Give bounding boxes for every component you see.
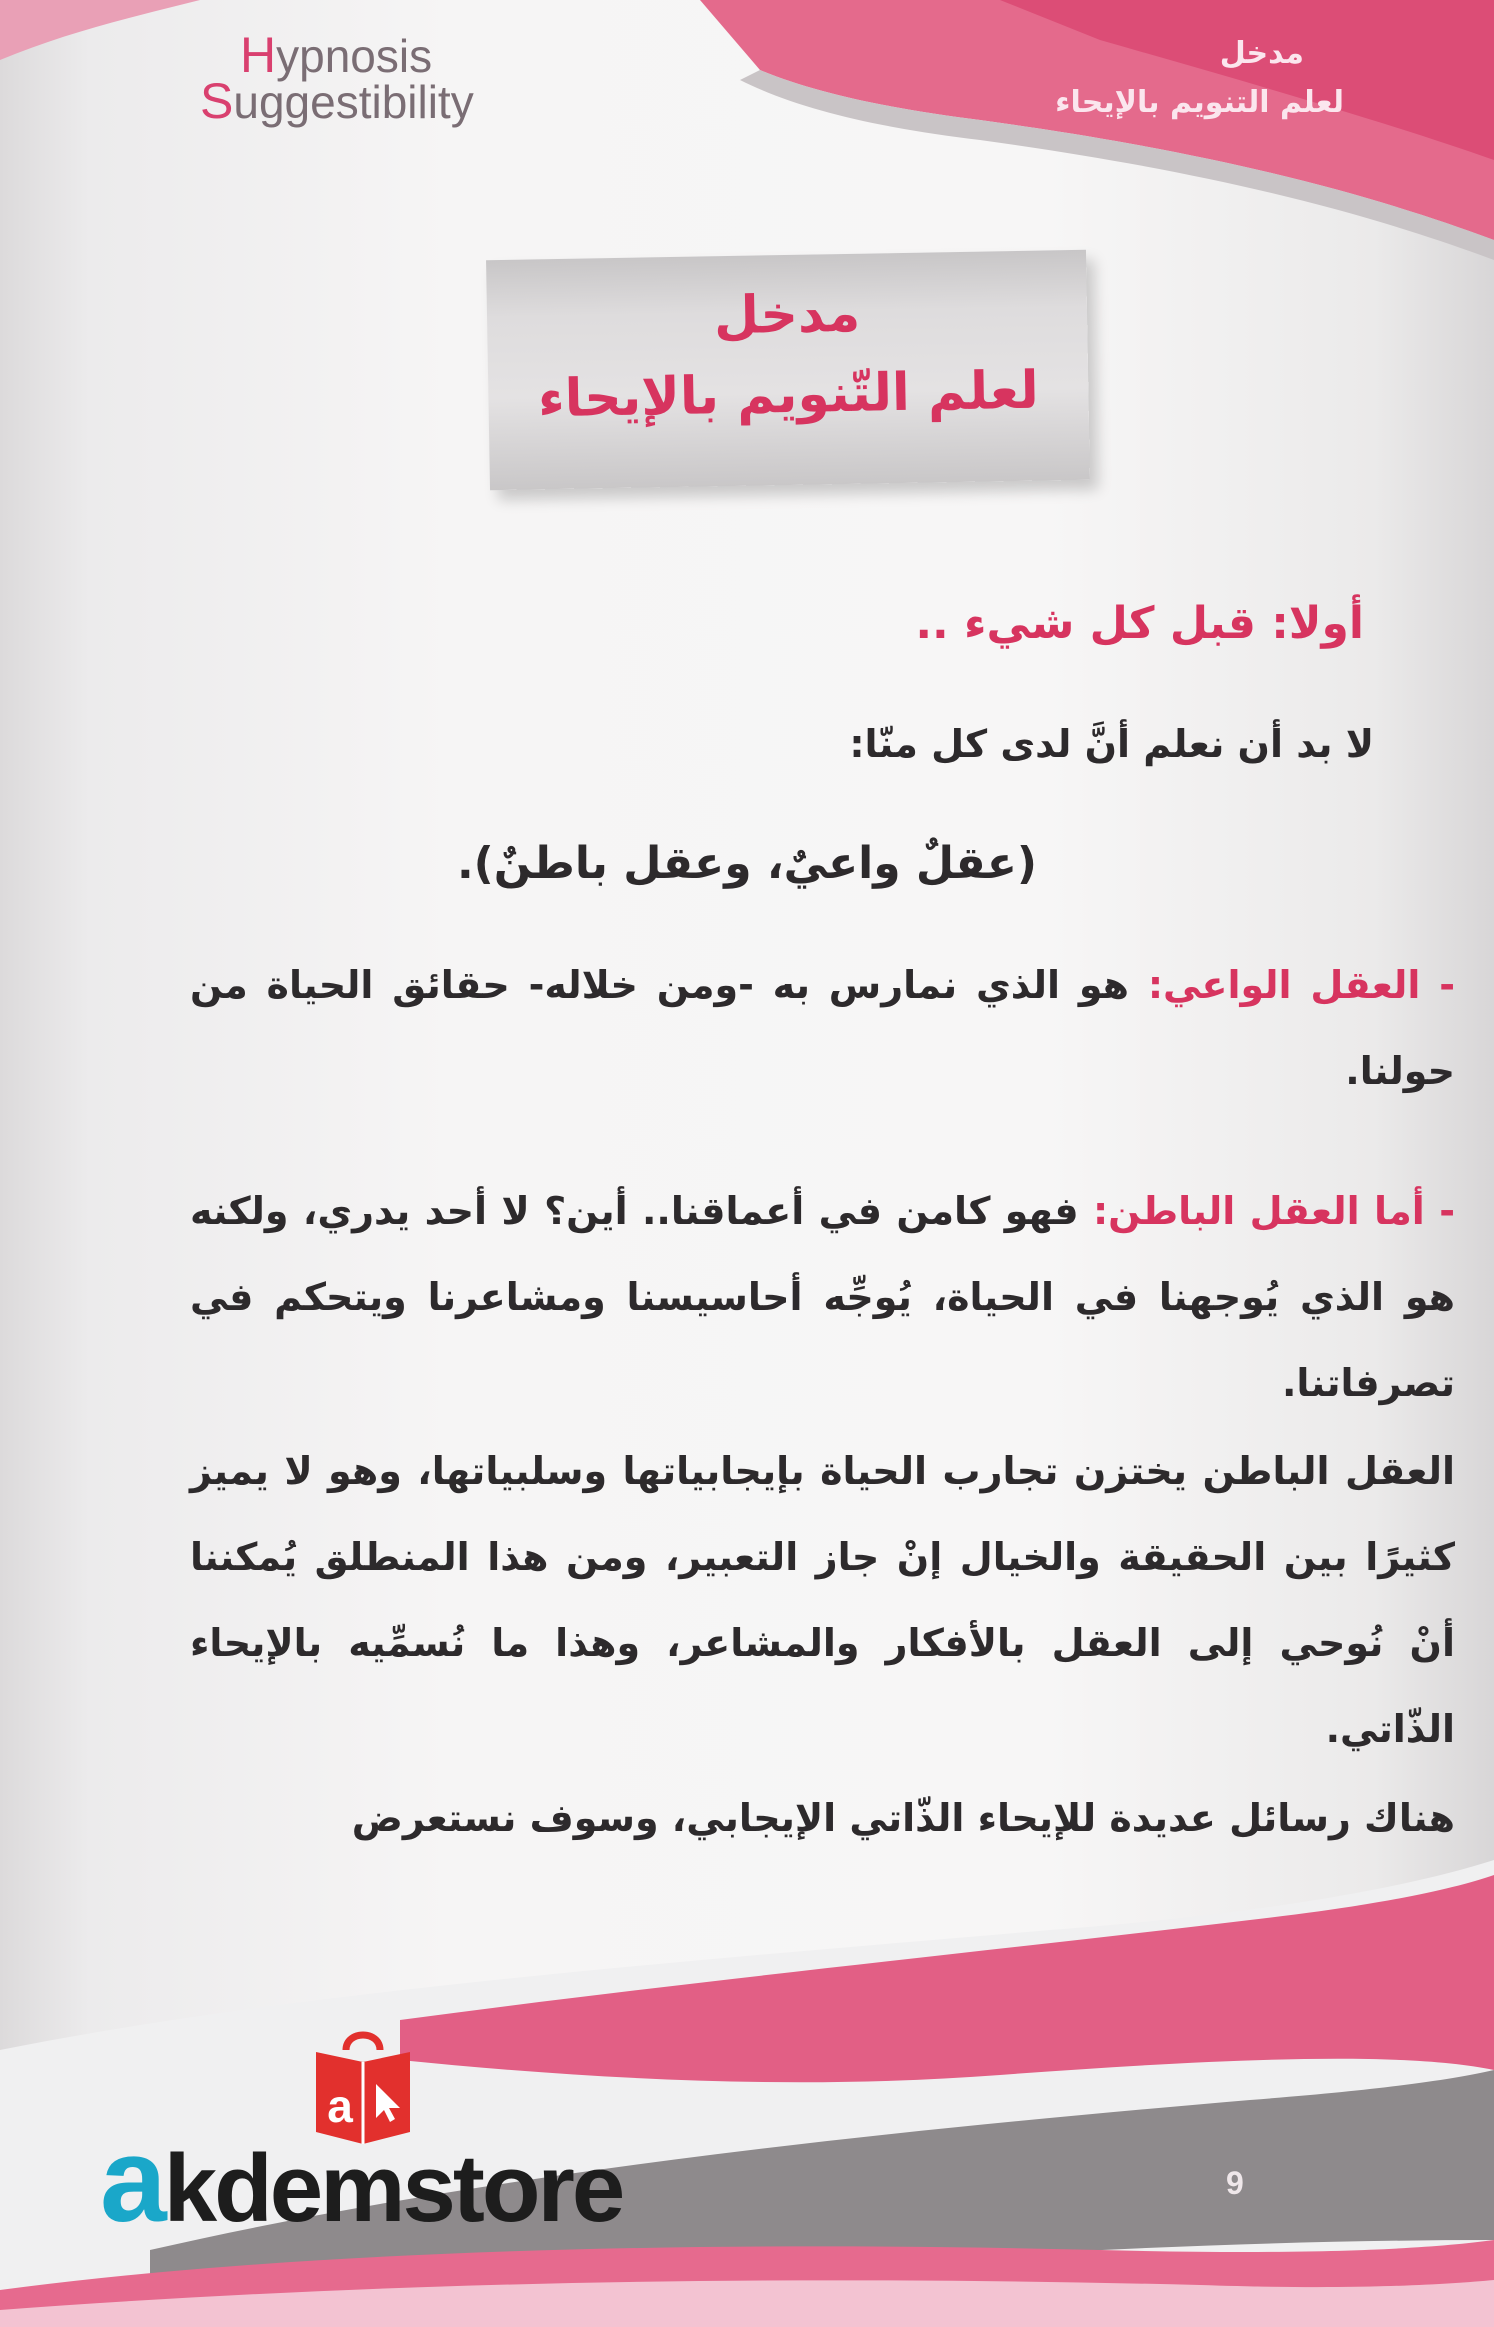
paragraph-self-suggestion: العقل الباطن يختزن تجارب الحياة بإيجابياتها وسلبياتها، وهو لا يميز كثيرًا بين الحقيقة والخيال إنْ جاز التعبير، ومن هذا المنطلق يُمكننا أنْ نُوحي إلى العقل بالأفكار والمشاعر، وهذا ما نُسمِّيه بالإيحاء الذّاتي.: [190, 1449, 1455, 1751]
bag-handle: [346, 2035, 380, 2050]
conscious-mind-text: هو الذي نمارس به -ومن خلاله- حقائق الحياة من حولنا.: [190, 963, 1455, 1093]
subconscious-mind-label: - أما العقل الباطن:: [1092, 1189, 1455, 1233]
paragraph-positive-messages: هناك رسائل عديدة للإيحاء الذّاتي الإيجابي، وسوف نستعرض: [351, 1796, 1455, 1840]
paragraph-subconscious-mind: [190, 1168, 1455, 1426]
book-brand: [200, 27, 500, 129]
chapter-title-line1: مدخل: [713, 283, 861, 347]
running-head-line2: لعلم التنويم بالإيحاء: [1055, 85, 1344, 120]
running-head: [1004, 36, 1344, 120]
subconscious-mind-text: فهو كامن في أعماقنا.. أين؟ لا أحد يدري، ولكنه هو الذي يُوجهنا في الحياة، يُوجِّه أحاسيسنا ومشاعرنا ويتحكم في تصرفاتنا.: [190, 1189, 1455, 1405]
logo-icon-letter: a: [327, 2080, 353, 2132]
chapter-title-line2: لعلم التّنويم بالإيحاء: [537, 360, 1040, 430]
intro-sentence: لا بد أن نعلم أنَّ لدى كل منّا:: [849, 722, 1374, 766]
top-left-stroke: [0, 0, 200, 60]
brand-line-suggestibility: Suggestibility: [200, 73, 474, 129]
paragraph-conscious-mind: [190, 942, 1455, 1114]
centered-statement: (عقلٌ واعيٌ، وعقل باطنٌ).: [456, 838, 1038, 889]
page-number: 9: [1226, 2165, 1244, 2201]
section-heading: أولا: قبل كل شيء ..: [915, 598, 1364, 649]
conscious-mind-label: - العقل الواعي:: [1147, 963, 1456, 1007]
akdemstore-logo-text: akdemstore: [100, 2113, 623, 2247]
brand-line-hypnosis: Hypnosis: [240, 27, 433, 83]
running-head-line1: مدخل: [1219, 36, 1304, 71]
chapter-title-box: [486, 250, 1090, 490]
